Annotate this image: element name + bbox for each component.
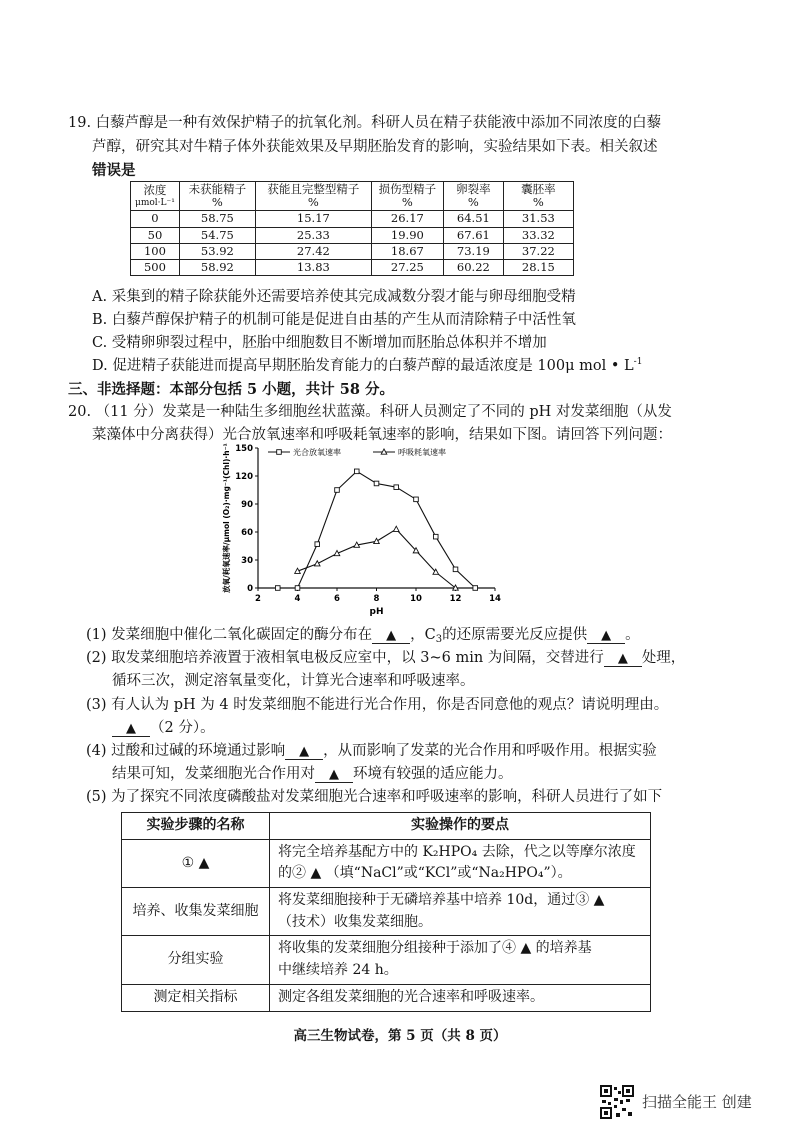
answer-blank[interactable]: ▲	[112, 722, 150, 737]
page-footer: 高三生物试卷，第 5 页（共 8 页）	[293, 1028, 507, 1044]
data-point-square	[315, 542, 320, 547]
qr-code-icon	[600, 1085, 634, 1119]
answer-blank[interactable]: ▲	[372, 629, 410, 644]
q19-col-0: 浓度 μmol·L⁻¹	[131, 182, 180, 211]
q20-line1: 20. （11 分）发菜是一种陆生多细胞丝状蓝藻。科研人员测定了不同的 pH 对发菜细胞（从发	[68, 404, 672, 420]
q20-line2: 菜藻体中分离获得）光合放氧速率和呼吸耗氧速率的影响，结果如下图。请回答下列问题：	[92, 427, 672, 443]
y-axis-label: 放氧/耗氧速率/μmol (O₂)·mg⁻¹(Chl)·h⁻¹	[222, 443, 231, 593]
table-row: 培养、收集发菜细胞 将发菜细胞接种于无磷培养基中培养 10d，通过③ ▲ （技术）收集发菜细胞。	[122, 888, 651, 936]
q20-part5: (5) 为了探究不同浓度磷酸盐对发菜细胞光合速率和呼吸速率的影响，科研人员进行了如下	[86, 789, 663, 805]
ph-rate-chart	[215, 440, 515, 630]
q19-col-4: 卵裂率 %	[443, 182, 503, 211]
data-point-square	[453, 567, 458, 572]
y-tick-label: 60	[241, 528, 253, 538]
table-row: 测定相关指标 测定各组发菜细胞的光合速率和呼吸速率。	[122, 984, 651, 1011]
q19-col-5: 囊胚率 %	[503, 182, 573, 211]
experiment-table-header: 实验步骤的名称 实验操作的要点	[122, 813, 651, 840]
data-point-square	[295, 586, 300, 591]
q20-part3: (3) 有人认为 pH 为 4 时发菜细胞不能进行光合作用，你是否同意他的观点？请说明理由。	[86, 697, 669, 713]
q20-part4: (4) 过酸和过碱的环境通过影响 ▲ ，从而影响了发菜的光合作用和呼吸作用。根据实验	[86, 743, 657, 759]
section-three-heading: 三、非选择题：本部分包括 5 小题，共计 58 分。	[68, 381, 394, 398]
table-row: 0 58.75 15.17 26.17 64.51 31.53	[131, 211, 574, 227]
table-row: 500 58.92 13.83 27.25 60.22 28.15	[131, 260, 574, 276]
y-tick-label: 30	[241, 556, 253, 566]
x-tick-label: 14	[489, 594, 501, 604]
q20-part1: (1) 发菜细胞中催化二氧化碳固定的酶分布在 ▲ ，$C_3$的还原需要光反应提供 ▲ 。	[86, 627, 640, 645]
answer-blank[interactable]: ▲	[315, 768, 353, 783]
data-point-triangle	[393, 526, 399, 531]
q19-line1	[68, 112, 661, 135]
y-tick-label: 90	[241, 500, 253, 510]
data-point-square	[335, 488, 340, 493]
x-tick-label: 6	[334, 594, 340, 604]
table-row: ① ▲ 将完全培养基配方中的 K₂HPO₄ 去除，代之以等摩尔浓度 的② ▲ （填“NaCl”或“KCl”或“Na₂HPO₄”）。	[122, 839, 651, 887]
table-row: 50 54.75 25.33 19.90 67.61 33.32	[131, 227, 574, 243]
answer-blank[interactable]: ▲	[285, 745, 323, 760]
q19-option-b: B. 白藜芦醇保护精子的机制可能是促进自由基的产生从而清除精子中活性氧	[92, 312, 576, 328]
q19-number: 19.	[68, 115, 92, 131]
data-point-square	[275, 586, 280, 591]
series-line-1	[278, 471, 476, 588]
data-point-square	[354, 469, 359, 474]
data-point-square	[433, 534, 438, 539]
q20-part2: (2) 取发菜细胞培养液置于液相氧电极反应室中，以 3~6 min 为间隔，交替进行 ▲ 处理，	[86, 650, 686, 666]
q19-text1: 白藜芦醇是一种有效保护精子的抗氧化剂。科研人员在精子获能液中添加不同浓度的白藜	[95, 115, 662, 131]
q19-col-3: 损伤型精子 %	[371, 182, 443, 211]
q20-part4-cont: 结果可知，发菜细胞光合作用对 ▲ 环境有较强的适应能力。	[112, 766, 513, 782]
q19-col-1: 未获能精子 %	[179, 182, 255, 211]
scanner-watermark	[600, 1085, 752, 1119]
data-point-square	[414, 497, 419, 502]
x-tick-label: 4	[294, 594, 301, 604]
q19-option-d: D. 促进精子获能进而提高早期胚胎发育能力的白藜芦醇的最适浓度是 100μ mol • $L^{-1}$	[92, 357, 643, 374]
y-tick-label: 0	[247, 584, 253, 594]
x-axis-label: pH	[369, 607, 384, 617]
legend-label: 光合放氧速率	[293, 448, 341, 457]
x-tick-label: 2	[255, 594, 261, 604]
data-point-triangle	[374, 538, 380, 543]
x-tick-label: 10	[410, 594, 422, 604]
q19-table-header	[131, 182, 574, 211]
q19-option-c: C. 受精卵卵裂过程中，胚胎中细胞数目不断增加而胚胎总体积并不增加	[92, 335, 547, 351]
q20-part3-cont: ▲ （2 分）。	[112, 717, 215, 740]
table-row: 分组实验 将收集的发菜细胞分组接种于添加了④ ▲ 的培养基 中继续培养 24 h。	[122, 936, 651, 984]
experiment-table	[121, 812, 651, 1012]
y-tick-label: 150	[235, 444, 253, 454]
q19-option-a: A. 采集到的精子除获能外还需要培养使其完成减数分裂才能与卵母细胞受精	[92, 289, 576, 305]
answer-blank[interactable]: ▲	[604, 652, 642, 667]
data-point-square	[473, 586, 478, 591]
answer-blank[interactable]: ▲	[587, 629, 625, 644]
legend-label: 呼吸耗氧速率	[398, 448, 446, 457]
x-tick-label: 8	[373, 594, 380, 604]
data-point-square	[374, 481, 379, 486]
y-tick-label: 120	[235, 472, 253, 482]
scanner-label: 扫描全能王 创建	[642, 1092, 752, 1111]
q19-table	[130, 181, 574, 276]
x-tick-label: 12	[449, 594, 462, 604]
q19-line2: 芦醇，研究其对牛精子体外获能效果及早期胚胎发育的影响，实验结果如下表。相关叙述	[92, 139, 658, 155]
q19-col-2: 获能且完整型精子 %	[255, 182, 371, 211]
legend-marker-square	[277, 450, 282, 455]
data-point-square	[394, 485, 399, 490]
q20-number: 20.	[68, 404, 92, 420]
q20-part2-cont: 循环三次，测定溶氧量变化，计算光合速率和呼吸速率。	[112, 673, 475, 689]
table-row: 100 53.92 27.42 18.67 73.19 37.22	[131, 243, 574, 259]
q19-line3: 错误是	[92, 162, 136, 179]
